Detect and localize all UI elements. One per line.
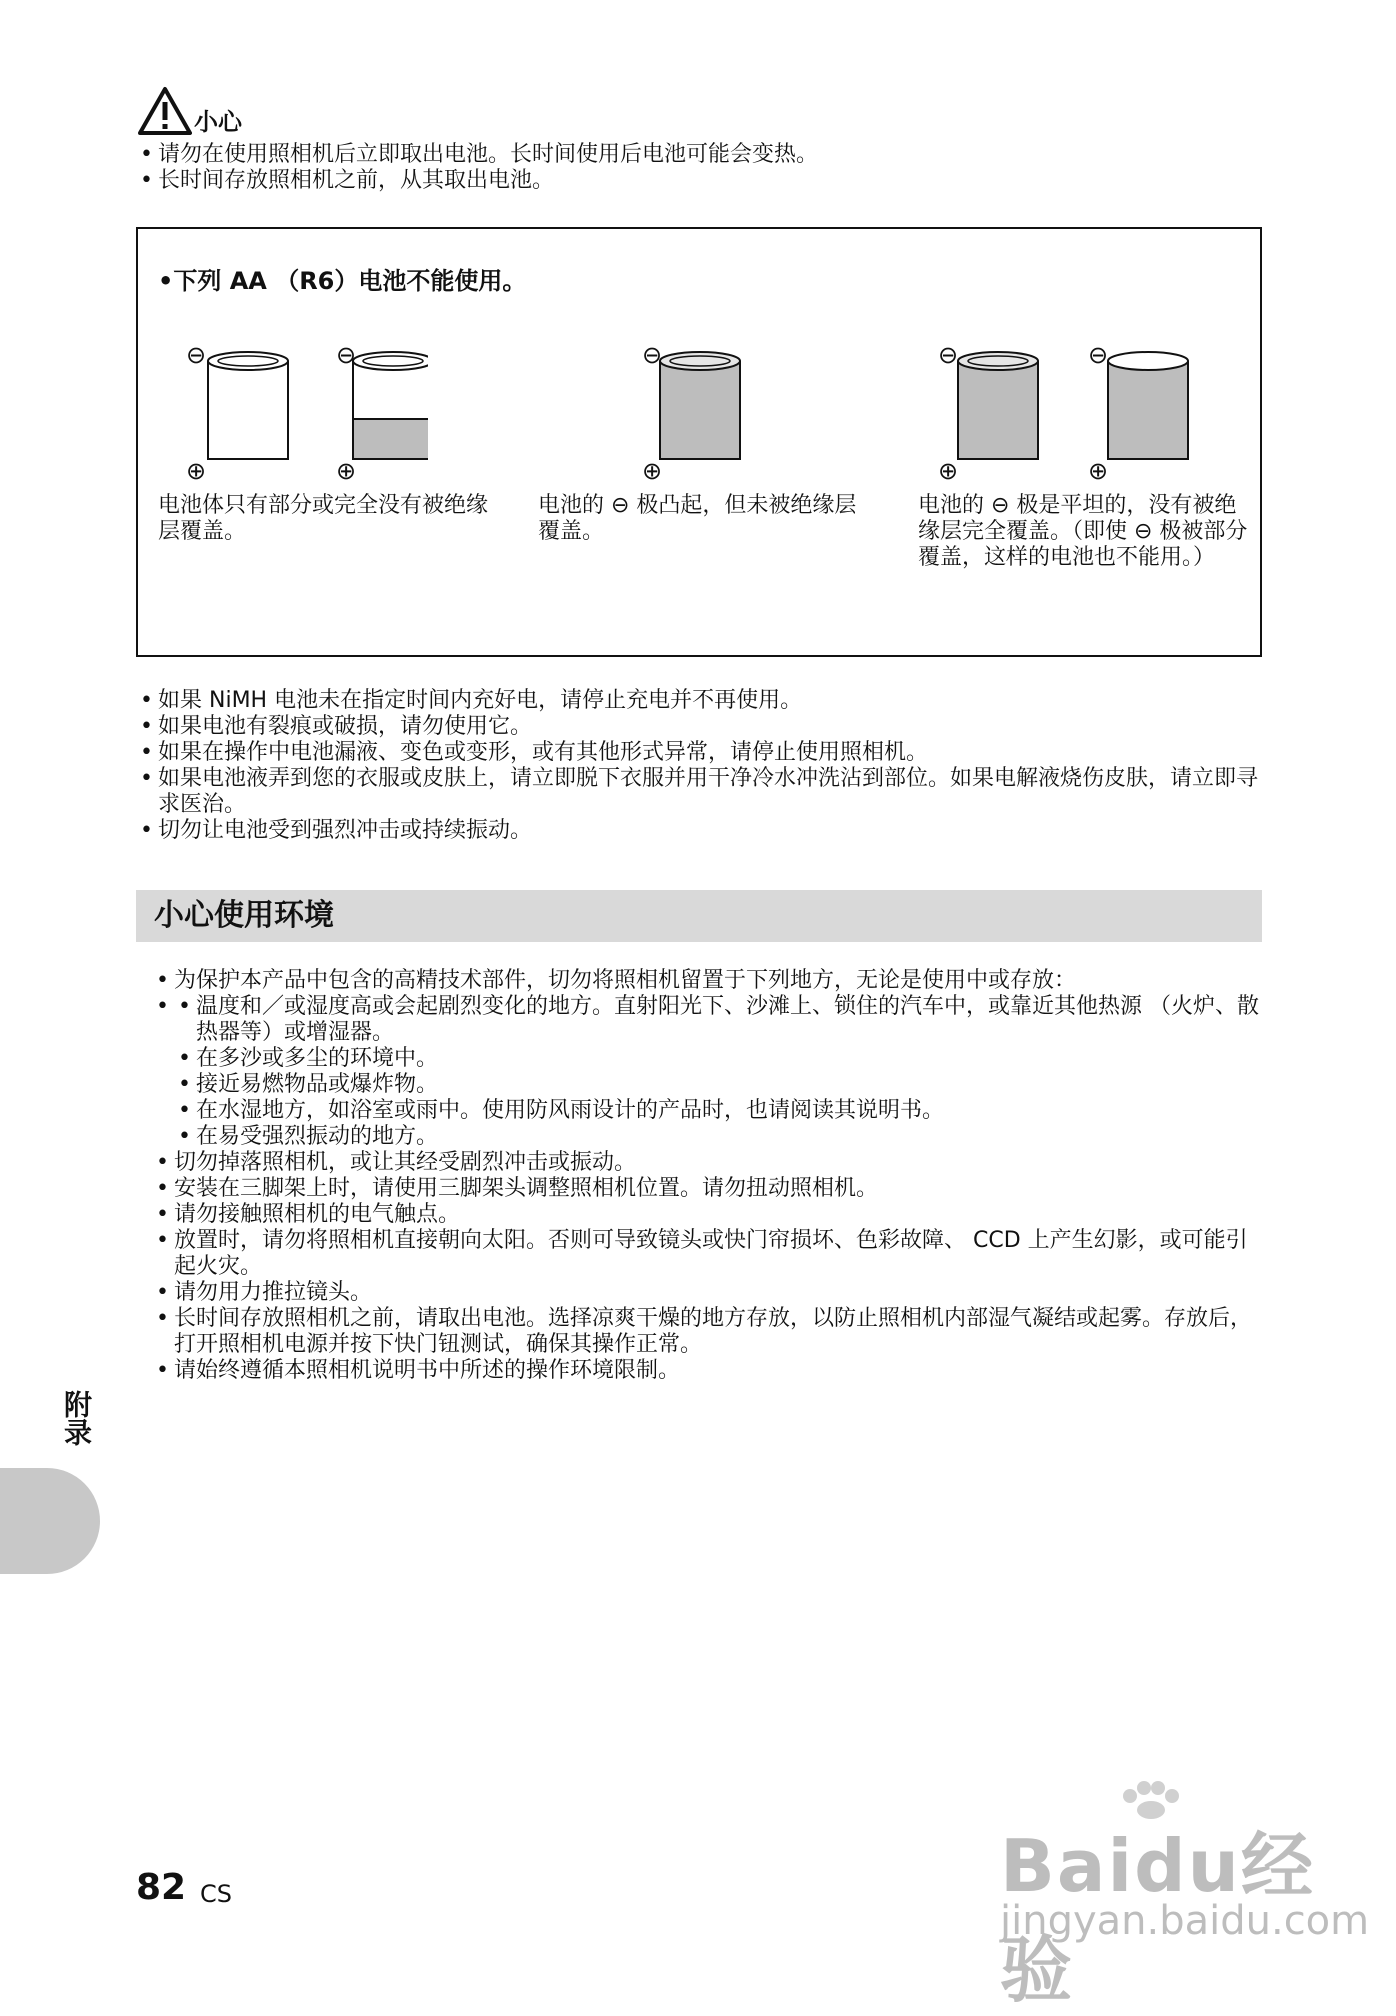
minus-terminal-icon: ⊖	[186, 341, 207, 369]
environment-list	[152, 968, 1262, 1384]
battery-notes-list	[136, 688, 1262, 844]
list-item: • 放置时，请勿将照相机直接朝向太阳。否则可导致镜头或快门帘损坏、色彩故障、 CCD 上产生幻影，或可能引起火灾。	[152, 1228, 1262, 1280]
list-item: • 请勿用力推拉镜头。	[152, 1280, 1262, 1306]
section-heading: 小心使用环境	[154, 898, 334, 933]
list-item: • 切勿掉落照相机，或让其经受剧烈冲击或振动。	[152, 1150, 1262, 1176]
plus-terminal-icon: ⊕	[336, 457, 357, 485]
list-item: • 长时间存放照相机之前，从其取出电池。	[136, 168, 1262, 194]
plus-terminal-icon: ⊕	[1088, 457, 1109, 485]
list-item: • 如果在操作中电池漏液、变色或变形，或有其他形式异常，请停止使用照相机。	[136, 740, 1262, 766]
minus-terminal-icon: ⊖	[642, 341, 663, 369]
list-item: • 长时间存放照相机之前，请取出电池。选择凉爽干燥的地方存放，以防止照相机内部湿气凝结或起雾。存放后，打开照相机电源并按下快门钮测试，确保其操作正常。	[152, 1306, 1262, 1358]
page-number: 82	[136, 1867, 187, 1908]
sub-list-item: • 在水湿地方，如浴室或雨中。使用防风雨设计的产品时，也请阅读其说明书。	[174, 1098, 1262, 1124]
environment-sub-list	[174, 994, 1262, 1150]
list-item: • 切勿让电池受到强烈冲击或持续振动。	[136, 818, 1262, 844]
battery-caption: 电池的 ⊖ 极凸起，但未被绝缘层覆盖。	[538, 493, 857, 544]
caution-list	[136, 142, 1262, 194]
battery-box-title: •下列 AA （R6）电池不能使用。	[158, 267, 527, 295]
section-heading-bar	[136, 890, 1262, 942]
list-item: • 如果电池有裂痕或破损，请勿使用它。	[136, 714, 1262, 740]
side-tab-label: 附录	[60, 1390, 93, 1446]
list-item: • 为保护本产品中包含的高精技术部件，切勿将照相机留置于下列地方，无论是使用中或存放：	[152, 968, 1262, 994]
minus-terminal-icon: ⊖	[336, 341, 357, 369]
language-code: CS	[200, 1880, 232, 1908]
baidu-watermark	[960, 1780, 1380, 2012]
side-tab	[0, 1468, 100, 1574]
battery-caption: 电池体只有部分或完全没有被绝缘层覆盖。	[158, 493, 489, 544]
list-item: • 如果电池液弄到您的衣服或皮肤上，请立即脱下衣服并用干净冷水冲洗沾到部位。如果电解液烧伤皮肤，请立即寻求医治。	[136, 766, 1262, 818]
list-item: • 请勿接触照相机的电气触点。	[152, 1202, 1262, 1228]
battery-exposed-body-illustration	[178, 339, 428, 479]
sub-list-item: • • 温度和／或湿度高或会起剧烈变化的地方。直射阳光下、沙滩上、锁住的汽车中，或靠近其他热源 （火炉、散热器等）或增湿器。	[174, 994, 1262, 1046]
sub-list-item: • 接近易燃物品或爆炸物。	[174, 1072, 1262, 1098]
list-item-group	[152, 994, 1262, 1150]
warning-triangle-icon	[138, 86, 192, 136]
plus-terminal-icon: ⊕	[642, 457, 663, 485]
watermark-logo: Baidu经验	[1000, 1824, 1315, 2012]
plus-terminal-icon: ⊕	[186, 457, 207, 485]
battery-caption: 电池的 ⊖ 极是平坦的，没有被绝缘层完全覆盖。（即使 ⊖ 极被部分覆盖，这样的电池也不能用。）	[918, 493, 1248, 570]
minus-terminal-icon: ⊖	[1088, 341, 1109, 369]
list-item: • 如果 NiMH 电池未在指定时间内充好电，请停止充电并不再使用。	[136, 688, 1262, 714]
minus-terminal-icon: ⊖	[938, 341, 959, 369]
sub-list-item: • 在易受强烈振动的地方。	[174, 1124, 1262, 1150]
list-item: • 安装在三脚架上时，请使用三脚架头调整照相机位置。请勿扭动照相机。	[152, 1176, 1262, 1202]
caution-title: 小心	[194, 108, 242, 136]
list-item: • 请始终遵循本照相机说明书中所述的操作环境限制。	[152, 1358, 1262, 1384]
battery-warning-box	[136, 227, 1262, 657]
watermark-url: jingyan.baidu.com	[1000, 1898, 1370, 1944]
plus-terminal-icon: ⊕	[938, 457, 959, 485]
sub-list-item: • 在多沙或多尘的环境中。	[174, 1046, 1262, 1072]
battery-flat-terminal-illustration	[928, 339, 1238, 479]
list-item: • 请勿在使用照相机后立即取出电池。长时间使用后电池可能会变热。	[136, 142, 1262, 168]
